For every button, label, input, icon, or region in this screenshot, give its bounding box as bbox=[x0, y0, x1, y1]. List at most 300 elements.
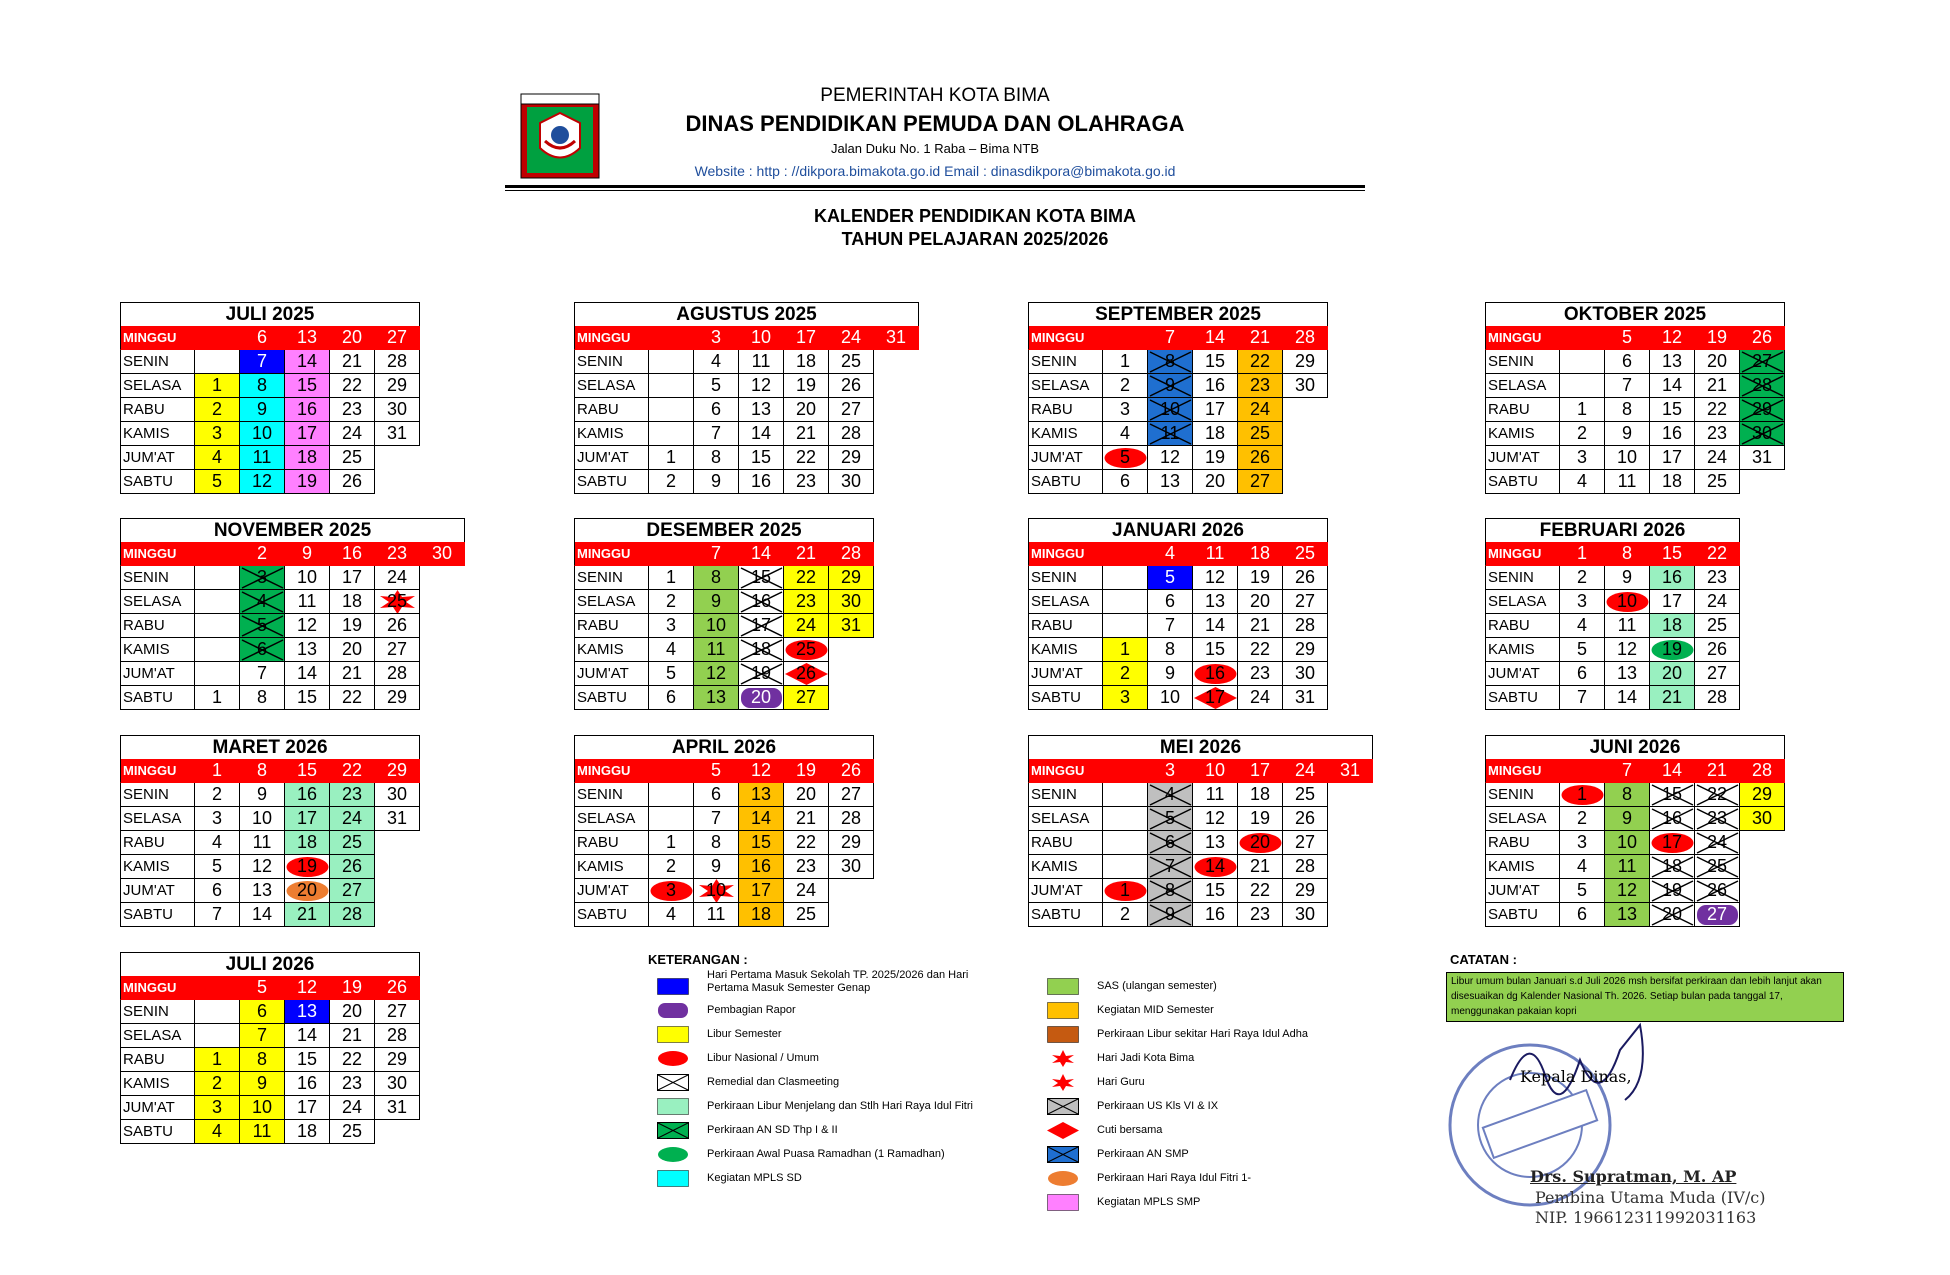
legend-label: Pembagian Rapor bbox=[707, 1004, 796, 1016]
date-cell: 13 bbox=[285, 638, 330, 662]
sunday-date: 28 bbox=[1283, 326, 1328, 350]
date-cell: 23 bbox=[1695, 566, 1740, 590]
day-label: JUM'AT bbox=[574, 662, 649, 686]
date-cell: 14 bbox=[285, 662, 330, 686]
ltgreen-swatch-icon bbox=[1047, 978, 1079, 995]
sunday-date: 12 bbox=[739, 759, 784, 783]
day-label: SELASA bbox=[120, 807, 195, 831]
day-label: KAMIS bbox=[574, 855, 649, 879]
day-label: RABU bbox=[120, 1048, 195, 1072]
date-cell: 7 bbox=[694, 422, 739, 446]
date-cell: 3 bbox=[240, 566, 285, 590]
date-cell bbox=[195, 590, 240, 614]
sunday-date: 14 bbox=[1650, 759, 1695, 783]
date-cell: 17 bbox=[739, 614, 784, 638]
date-cell: 10 bbox=[694, 614, 739, 638]
sunday-date: 13 bbox=[285, 326, 330, 350]
month-title: JULI 2025 bbox=[120, 302, 420, 326]
signature-role: Kepala Dinas, bbox=[1520, 1067, 1632, 1086]
month-title: JULI 2026 bbox=[120, 952, 420, 976]
sunday-date: 28 bbox=[1740, 759, 1785, 783]
date-cell: 4 bbox=[195, 1120, 240, 1144]
date-cell: 28 bbox=[1695, 686, 1740, 710]
day-label: JUM'AT bbox=[1485, 879, 1560, 903]
legend-item bbox=[1047, 999, 1407, 1021]
date-cell: 17 bbox=[1650, 831, 1695, 855]
date-cell: 4 bbox=[195, 446, 240, 470]
sunday-date: 17 bbox=[1238, 759, 1283, 783]
date-cell bbox=[1103, 831, 1148, 855]
date-cell: 25 bbox=[1283, 783, 1328, 807]
legend-item bbox=[657, 1071, 1017, 1093]
date-cell: 30 bbox=[1283, 903, 1328, 927]
date-cell: 11 bbox=[1605, 470, 1650, 494]
day-label: SELASA bbox=[120, 374, 195, 398]
date-cell: 11 bbox=[240, 1120, 285, 1144]
date-cell: 9 bbox=[694, 470, 739, 494]
date-cell: 26 bbox=[829, 374, 874, 398]
sunday-date: 2 bbox=[240, 542, 285, 566]
day-label: SABTU bbox=[1028, 686, 1103, 710]
day-label: SENIN bbox=[1028, 566, 1103, 590]
date-cell: 11 bbox=[694, 638, 739, 662]
date-cell: 5 bbox=[694, 374, 739, 398]
month-calendar bbox=[1028, 518, 1328, 710]
date-cell: 25 bbox=[330, 446, 375, 470]
sunday-date bbox=[195, 976, 240, 1000]
sunday-date: 19 bbox=[784, 759, 829, 783]
date-cell: 9 bbox=[240, 783, 285, 807]
legend-item bbox=[1047, 1047, 1407, 1069]
date-cell: 5 bbox=[195, 855, 240, 879]
date-cell: 2 bbox=[1103, 903, 1148, 927]
day-label: SABTU bbox=[574, 903, 649, 927]
date-cell: 27 bbox=[1695, 662, 1740, 686]
date-cell: 8 bbox=[1148, 350, 1193, 374]
date-cell: 6 bbox=[1148, 831, 1193, 855]
day-label: SELASA bbox=[120, 590, 195, 614]
day-label: KAMIS bbox=[1485, 855, 1560, 879]
legend-label: Hari Pertama Masuk Sekolah TP. 2025/2026 dan Hari Pertama Masuk Semester Genap bbox=[707, 969, 969, 994]
month-calendar bbox=[120, 952, 420, 1144]
date-cell: 18 bbox=[285, 446, 330, 470]
date-cell: 22 bbox=[1238, 638, 1283, 662]
day-label: MINGGU bbox=[1485, 759, 1560, 783]
date-cell: 11 bbox=[694, 903, 739, 927]
date-cell: 4 bbox=[195, 831, 240, 855]
day-label: MINGGU bbox=[120, 759, 195, 783]
day-label: RABU bbox=[120, 831, 195, 855]
date-cell: 30 bbox=[1283, 374, 1328, 398]
month-title: FEBRUARI 2026 bbox=[1485, 518, 1740, 542]
date-cell: 28 bbox=[829, 422, 874, 446]
date-cell: 10 bbox=[240, 807, 285, 831]
date-cell: 7 bbox=[1560, 686, 1605, 710]
day-label: RABU bbox=[574, 831, 649, 855]
date-cell: 10 bbox=[1148, 398, 1193, 422]
date-cell bbox=[195, 662, 240, 686]
date-cell bbox=[829, 662, 874, 686]
sunday-date: 17 bbox=[784, 326, 829, 350]
date-cell: 9 bbox=[694, 590, 739, 614]
date-cell: 20 bbox=[784, 398, 829, 422]
date-cell: 4 bbox=[1560, 614, 1605, 638]
catatan-title: CATATAN : bbox=[1450, 952, 1517, 967]
date-cell: 22 bbox=[330, 686, 375, 710]
date-cell: 11 bbox=[1193, 783, 1238, 807]
date-cell: 18 bbox=[1238, 783, 1283, 807]
month-calendar bbox=[1028, 302, 1328, 494]
date-cell bbox=[649, 807, 694, 831]
sunday-date bbox=[1103, 759, 1148, 783]
day-label: MINGGU bbox=[1028, 759, 1103, 783]
date-cell: 26 bbox=[330, 855, 375, 879]
date-cell: 25 bbox=[829, 350, 874, 374]
day-label: SENIN bbox=[120, 1000, 195, 1024]
date-cell bbox=[375, 1120, 420, 1144]
date-cell: 15 bbox=[1650, 783, 1695, 807]
date-cell: 7 bbox=[240, 662, 285, 686]
date-cell: 1 bbox=[649, 566, 694, 590]
date-cell: 5 bbox=[1560, 879, 1605, 903]
date-cell: 20 bbox=[1695, 350, 1740, 374]
date-cell: 7 bbox=[694, 807, 739, 831]
sunday-date bbox=[649, 542, 694, 566]
date-cell bbox=[375, 470, 420, 494]
date-cell: 16 bbox=[1650, 566, 1695, 590]
date-cell: 19 bbox=[1238, 807, 1283, 831]
date-cell: 24 bbox=[1695, 590, 1740, 614]
orange-swatch-icon bbox=[1047, 1002, 1079, 1019]
day-label: SABTU bbox=[120, 903, 195, 927]
month-title: OKTOBER 2025 bbox=[1485, 302, 1785, 326]
date-cell bbox=[829, 686, 874, 710]
legend-label: Cuti bersama bbox=[1097, 1124, 1163, 1136]
document-title bbox=[650, 205, 1300, 251]
date-cell: 16 bbox=[1193, 374, 1238, 398]
date-cell: 2 bbox=[195, 398, 240, 422]
signature-rank: Pembina Utama Muda (IV/c) bbox=[1535, 1188, 1766, 1207]
date-cell: 27 bbox=[1238, 470, 1283, 494]
date-cell: 14 bbox=[240, 903, 285, 927]
date-cell: 21 bbox=[330, 662, 375, 686]
date-cell: 16 bbox=[1193, 903, 1238, 927]
date-cell: 14 bbox=[739, 422, 784, 446]
date-cell: 27 bbox=[1283, 831, 1328, 855]
day-label: KAMIS bbox=[1028, 855, 1103, 879]
date-cell: 2 bbox=[195, 783, 240, 807]
brown-swatch-icon bbox=[1047, 1026, 1079, 1043]
date-cell: 20 bbox=[330, 1000, 375, 1024]
day-label: SENIN bbox=[1485, 566, 1560, 590]
date-cell: 4 bbox=[1560, 470, 1605, 494]
date-cell bbox=[375, 879, 420, 903]
day-label: JUM'AT bbox=[1485, 446, 1560, 470]
date-cell: 8 bbox=[1605, 783, 1650, 807]
date-cell bbox=[1560, 350, 1605, 374]
date-cell: 27 bbox=[829, 783, 874, 807]
month-calendar bbox=[1028, 735, 1373, 927]
date-cell: 7 bbox=[1148, 614, 1193, 638]
date-cell: 24 bbox=[784, 879, 829, 903]
sunday-date: 14 bbox=[739, 542, 784, 566]
date-cell: 6 bbox=[649, 686, 694, 710]
date-cell: 2 bbox=[649, 470, 694, 494]
sunday-date: 15 bbox=[285, 759, 330, 783]
date-cell bbox=[829, 903, 874, 927]
month-title: JUNI 2026 bbox=[1485, 735, 1785, 759]
date-cell: 1 bbox=[1103, 638, 1148, 662]
date-cell: 1 bbox=[1103, 350, 1148, 374]
day-label: MINGGU bbox=[574, 326, 649, 350]
month-calendar bbox=[574, 735, 874, 927]
day-label: SABTU bbox=[1485, 903, 1560, 927]
date-cell: 2 bbox=[1103, 662, 1148, 686]
date-cell: 23 bbox=[1238, 903, 1283, 927]
date-cell bbox=[420, 614, 465, 638]
document-title-line2: TAHUN PELAJARAN 2025/2026 bbox=[841, 229, 1109, 249]
date-cell: 23 bbox=[1695, 422, 1740, 446]
day-label: KAMIS bbox=[120, 422, 195, 446]
date-cell: 8 bbox=[694, 566, 739, 590]
day-label: MINGGU bbox=[574, 542, 649, 566]
date-cell: 24 bbox=[1238, 398, 1283, 422]
month-calendar bbox=[120, 302, 420, 494]
day-label: SABTU bbox=[120, 470, 195, 494]
date-cell: 11 bbox=[739, 350, 784, 374]
date-cell: 13 bbox=[694, 686, 739, 710]
date-cell: 5 bbox=[195, 470, 240, 494]
orange-oval-swatch-icon bbox=[1047, 1170, 1079, 1187]
sunday-date: 21 bbox=[1238, 326, 1283, 350]
day-label: SABTU bbox=[1485, 470, 1560, 494]
sunday-date: 10 bbox=[739, 326, 784, 350]
agency-address: Jalan Duku No. 1 Raba – Bima NTB bbox=[830, 141, 1040, 156]
date-cell: 25 bbox=[375, 590, 420, 614]
date-cell: 5 bbox=[1103, 446, 1148, 470]
date-cell: 5 bbox=[1560, 638, 1605, 662]
date-cell: 12 bbox=[240, 470, 285, 494]
day-label: KAMIS bbox=[1485, 422, 1560, 446]
legend-title: KETERANGAN : bbox=[648, 952, 748, 967]
date-cell: 29 bbox=[1740, 398, 1785, 422]
date-cell: 13 bbox=[739, 398, 784, 422]
date-cell: 2 bbox=[1560, 807, 1605, 831]
day-label: MINGGU bbox=[1485, 542, 1560, 566]
date-cell: 18 bbox=[1650, 614, 1695, 638]
date-cell: 30 bbox=[829, 855, 874, 879]
date-cell: 14 bbox=[285, 1024, 330, 1048]
legend-item bbox=[657, 1095, 1017, 1117]
sunday-date: 15 bbox=[1650, 542, 1695, 566]
date-cell: 8 bbox=[694, 446, 739, 470]
sunday-date: 24 bbox=[829, 326, 874, 350]
date-cell: 28 bbox=[375, 1024, 420, 1048]
date-cell: 16 bbox=[1193, 662, 1238, 686]
date-cell: 16 bbox=[1650, 807, 1695, 831]
date-cell: 31 bbox=[375, 1096, 420, 1120]
sunday-date: 3 bbox=[694, 326, 739, 350]
date-cell: 13 bbox=[1193, 590, 1238, 614]
date-cell: 20 bbox=[739, 686, 784, 710]
date-cell: 13 bbox=[1605, 903, 1650, 927]
day-label: SELASA bbox=[120, 1024, 195, 1048]
date-cell: 27 bbox=[330, 879, 375, 903]
date-cell: 21 bbox=[330, 1024, 375, 1048]
sunday-date: 8 bbox=[1605, 542, 1650, 566]
day-label: KAMIS bbox=[120, 638, 195, 662]
month-calendar bbox=[574, 302, 919, 494]
date-cell bbox=[375, 831, 420, 855]
day-label: SENIN bbox=[120, 566, 195, 590]
sunday-date: 1 bbox=[195, 759, 240, 783]
catatan-note: Libur umum bulan Januari s.d Juli 2026 msh bersifat perkiraan dan lebih lanjut akan disesuaikan dg Kalender Nasional Th. 2026. Setiap bulan pada tanggal 17, menggunakan pakaian kopri bbox=[1446, 972, 1844, 1022]
x-swatch-icon bbox=[657, 1074, 689, 1091]
date-cell: 26 bbox=[1238, 446, 1283, 470]
date-cell bbox=[375, 446, 420, 470]
date-cell: 30 bbox=[1283, 662, 1328, 686]
date-cell: 19 bbox=[1193, 446, 1238, 470]
date-cell: 17 bbox=[1650, 590, 1695, 614]
date-cell: 20 bbox=[1650, 903, 1695, 927]
date-cell: 15 bbox=[285, 374, 330, 398]
date-cell: 17 bbox=[1193, 398, 1238, 422]
legend-label: SAS (ulangan semester) bbox=[1097, 980, 1217, 992]
date-cell: 21 bbox=[330, 350, 375, 374]
sunday-date: 18 bbox=[1238, 542, 1283, 566]
sunday-date: 12 bbox=[1650, 326, 1695, 350]
date-cell: 31 bbox=[375, 422, 420, 446]
date-cell: 9 bbox=[1605, 807, 1650, 831]
date-cell: 24 bbox=[1695, 446, 1740, 470]
date-cell: 6 bbox=[1560, 662, 1605, 686]
date-cell: 14 bbox=[285, 350, 330, 374]
date-cell: 30 bbox=[375, 398, 420, 422]
date-cell: 21 bbox=[1238, 614, 1283, 638]
date-cell bbox=[1328, 855, 1373, 879]
date-cell: 25 bbox=[330, 1120, 375, 1144]
date-cell: 24 bbox=[330, 807, 375, 831]
month-title: AGUSTUS 2025 bbox=[574, 302, 919, 326]
day-label: RABU bbox=[574, 398, 649, 422]
date-cell: 10 bbox=[1605, 446, 1650, 470]
date-cell: 11 bbox=[285, 590, 330, 614]
date-cell: 13 bbox=[1148, 470, 1193, 494]
date-cell: 22 bbox=[1238, 879, 1283, 903]
date-cell: 10 bbox=[1148, 686, 1193, 710]
date-cell bbox=[1740, 831, 1785, 855]
date-cell: 8 bbox=[1605, 398, 1650, 422]
legend-item bbox=[657, 1143, 1017, 1165]
legend-label: Kegiatan MPLS SD bbox=[707, 1172, 802, 1184]
month-calendar bbox=[1485, 302, 1785, 494]
date-cell: 25 bbox=[784, 638, 829, 662]
letterhead bbox=[505, 85, 1365, 190]
date-cell bbox=[649, 398, 694, 422]
date-cell: 2 bbox=[649, 590, 694, 614]
day-label: MINGGU bbox=[1028, 542, 1103, 566]
date-cell: 29 bbox=[375, 686, 420, 710]
date-cell: 23 bbox=[784, 855, 829, 879]
date-cell bbox=[829, 638, 874, 662]
sunday-date: 12 bbox=[285, 976, 330, 1000]
sunday-date: 19 bbox=[1695, 326, 1740, 350]
date-cell: 24 bbox=[330, 422, 375, 446]
date-cell: 29 bbox=[829, 446, 874, 470]
date-cell: 16 bbox=[1650, 422, 1695, 446]
date-cell: 4 bbox=[649, 903, 694, 927]
date-cell: 6 bbox=[694, 398, 739, 422]
legend-item bbox=[657, 1119, 1017, 1141]
date-cell: 23 bbox=[1695, 807, 1740, 831]
green-x-swatch-icon bbox=[657, 1122, 689, 1139]
date-cell: 28 bbox=[330, 903, 375, 927]
date-cell: 26 bbox=[1695, 879, 1740, 903]
sunday-date bbox=[1103, 542, 1148, 566]
date-cell: 5 bbox=[1148, 566, 1193, 590]
agency-contact: Website : http : //dikpora.bimakota.go.id Email : dinasdikpora@bimakota.go.id bbox=[694, 163, 1176, 179]
date-cell: 9 bbox=[240, 1072, 285, 1096]
legend-label: Perkiraan AN SMP bbox=[1097, 1148, 1189, 1160]
sunday-date: 23 bbox=[375, 542, 420, 566]
date-cell: 26 bbox=[375, 614, 420, 638]
date-cell: 21 bbox=[285, 903, 330, 927]
day-label: SELASA bbox=[1028, 807, 1103, 831]
legend-item bbox=[657, 1023, 1017, 1045]
date-cell: 1 bbox=[1560, 398, 1605, 422]
date-cell bbox=[649, 783, 694, 807]
date-cell: 3 bbox=[1103, 686, 1148, 710]
day-label: SELASA bbox=[1485, 807, 1560, 831]
date-cell: 9 bbox=[1148, 374, 1193, 398]
day-label: JUM'AT bbox=[1028, 662, 1103, 686]
sunday-date bbox=[649, 759, 694, 783]
date-cell: 3 bbox=[649, 614, 694, 638]
date-cell: 3 bbox=[1560, 446, 1605, 470]
date-cell: 11 bbox=[240, 446, 285, 470]
date-cell: 18 bbox=[285, 1120, 330, 1144]
date-cell: 19 bbox=[330, 614, 375, 638]
legend-item bbox=[1047, 1095, 1407, 1117]
date-cell: 13 bbox=[739, 783, 784, 807]
date-cell: 6 bbox=[694, 783, 739, 807]
date-cell: 17 bbox=[285, 807, 330, 831]
date-cell: 27 bbox=[829, 398, 874, 422]
date-cell: 8 bbox=[240, 374, 285, 398]
date-cell: 5 bbox=[1148, 807, 1193, 831]
legend-label: Perkiraan US Kls VI & IX bbox=[1097, 1100, 1219, 1112]
date-cell: 30 bbox=[1740, 807, 1785, 831]
date-cell: 20 bbox=[330, 638, 375, 662]
day-label: SABTU bbox=[574, 686, 649, 710]
date-cell: 21 bbox=[784, 807, 829, 831]
date-cell bbox=[195, 350, 240, 374]
date-cell: 15 bbox=[285, 1048, 330, 1072]
date-cell: 29 bbox=[375, 374, 420, 398]
date-cell: 8 bbox=[1148, 638, 1193, 662]
date-cell: 16 bbox=[739, 590, 784, 614]
date-cell: 22 bbox=[1695, 398, 1740, 422]
date-cell: 21 bbox=[784, 422, 829, 446]
sunday-date: 30 bbox=[420, 542, 465, 566]
day-label: MINGGU bbox=[1485, 326, 1560, 350]
date-cell: 27 bbox=[375, 1000, 420, 1024]
sunday-date bbox=[1103, 326, 1148, 350]
date-cell: 18 bbox=[1650, 855, 1695, 879]
legend-label: Kegiatan MPLS SMP bbox=[1097, 1196, 1201, 1208]
sunday-date: 5 bbox=[694, 759, 739, 783]
day-label: SELASA bbox=[1028, 374, 1103, 398]
